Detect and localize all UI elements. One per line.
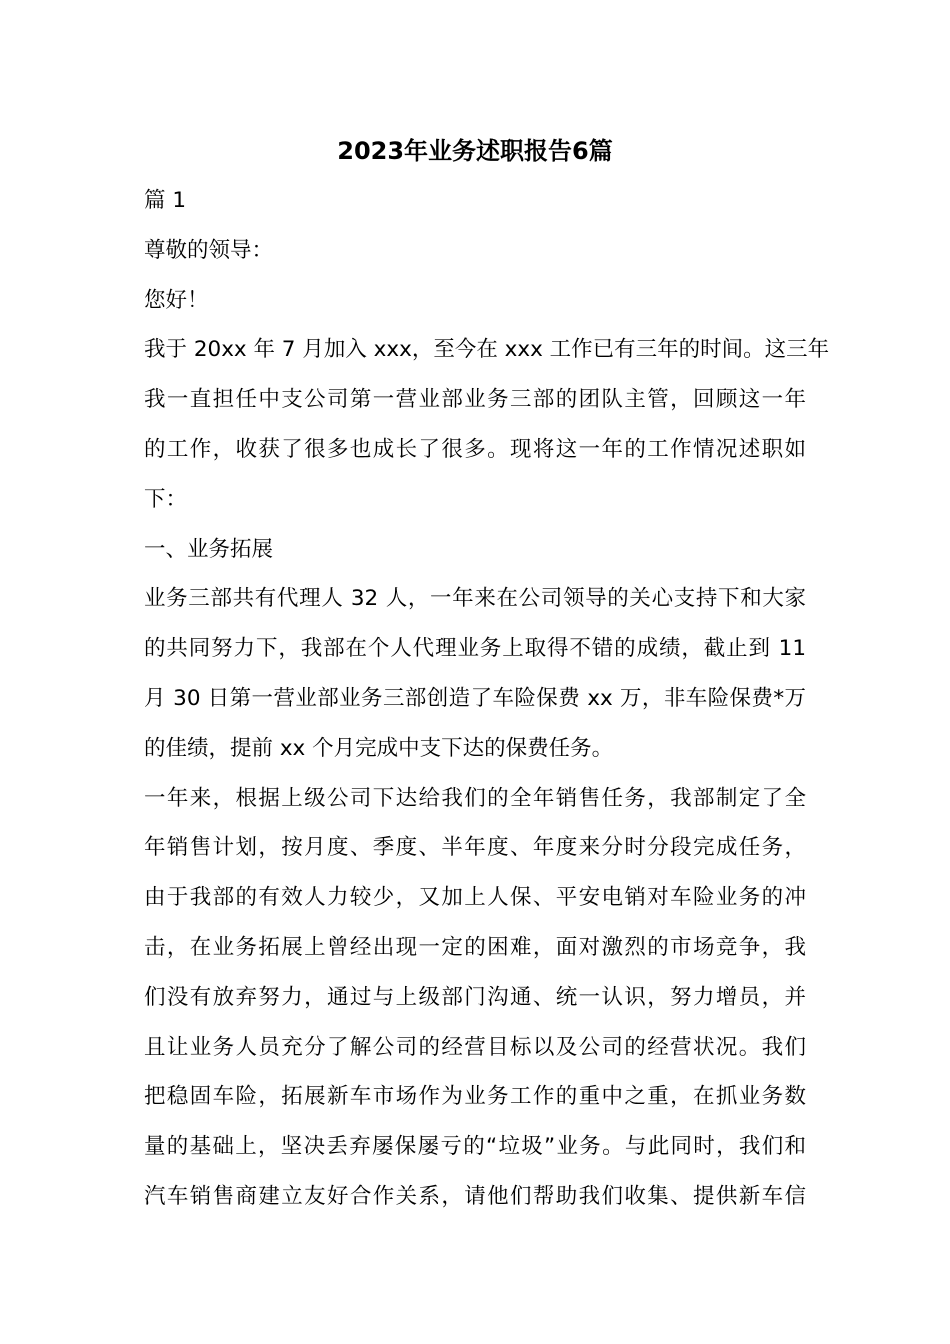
document-title: 2023年业务述职报告6篇 — [337, 137, 613, 165]
text-line: 您好！ — [144, 287, 209, 313]
text-line: 的佳绩，提前 xx 个月完成中支下达的保费任务。 — [144, 735, 614, 761]
text-line: 我一直担任中支公司第一营业部业务三部的团队主管，回顾这一年 — [144, 387, 806, 413]
text-line: 一年来，根据上级公司下达给我们的全年销售任务，我部制定了全 — [144, 785, 806, 811]
text-line: 的共同努力下，我部在个人代理业务上取得不错的成绩，截止到 11 — [144, 636, 806, 662]
text-line: 月 30 日第一营业部业务三部创造了车险保费 xx 万，非车险保费*万 — [144, 685, 806, 711]
text-line: 尊敬的领导： — [144, 237, 274, 263]
text-line: 汽车销售商建立友好合作关系，请他们帮助我们收集、提供新车信 — [144, 1183, 806, 1209]
text-line: 的工作，收获了很多也成长了很多。现将这一年的工作情况述职如 — [144, 436, 806, 462]
text-line: 我于 20xx 年 7 月加入 xxx，至今在 xxx 工作已有三年的时间。这三年 — [144, 337, 830, 363]
text-line: 把稳固车险，拓展新车市场作为业务工作的重中之重，在抓业务数 — [144, 1084, 806, 1110]
text-line: 年销售计划，按月度、季度、半年度、年度来分时分段完成任务， — [144, 835, 806, 861]
text-line: 一、业务拓展 — [144, 536, 274, 562]
text-line: 量的基础上，坚决丢弃屡保屡亏的“垃圾”业务。与此同时，我们和 — [144, 1134, 806, 1160]
text-line: 下： — [144, 486, 188, 512]
text-line: 篇 1 — [144, 188, 187, 213]
text-line: 们没有放弃努力，通过与上级部门沟通、统一认识，努力增员，并 — [144, 984, 806, 1010]
text-line: 击，在业务拓展上曾经出现一定的困难，面对激烈的市场竞争，我 — [144, 934, 806, 960]
document-body — [144, 184, 830, 1230]
text-line: 且让业务人员充分了解公司的经营目标以及公司的经营状况。我们 — [144, 1034, 806, 1060]
text-line: 由于我部的有效人力较少，又加上人保、平安电销对车险业务的冲 — [144, 885, 806, 911]
text-line: 业务三部共有代理人 32 人，一年来在公司领导的关心支持下和大家 — [144, 586, 806, 612]
